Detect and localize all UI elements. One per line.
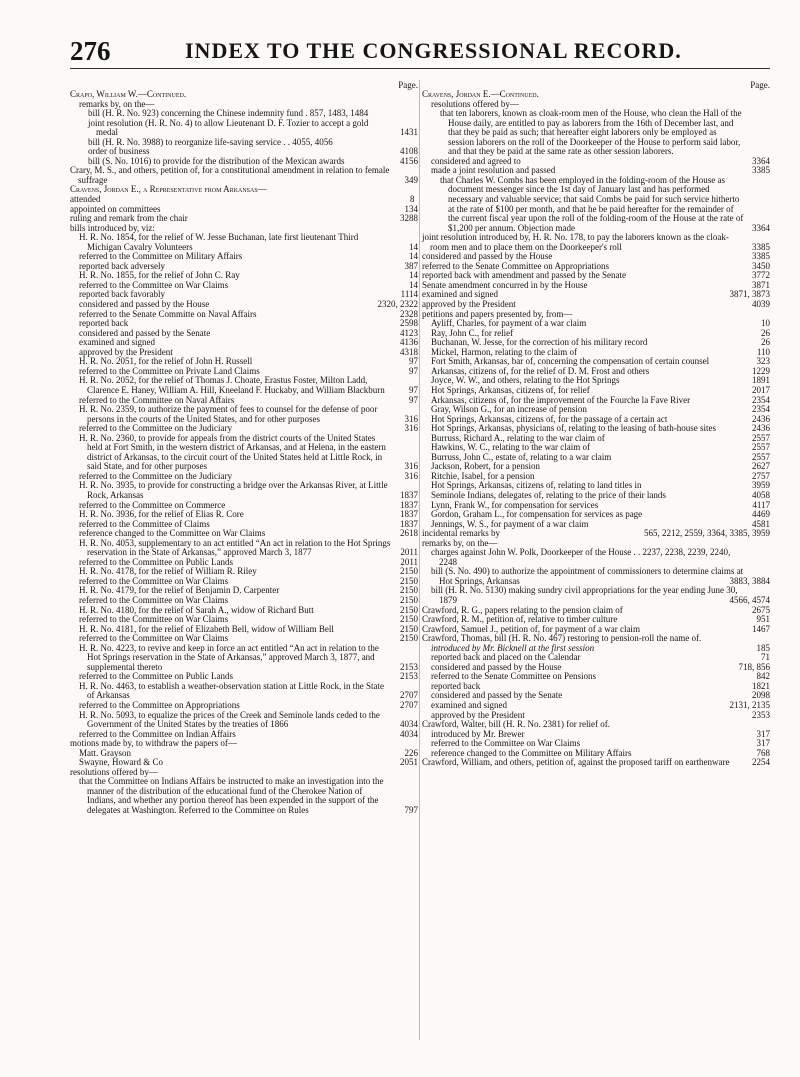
entry-page-ref: 26 [761, 337, 770, 348]
index-entry [70, 682, 418, 701]
index-entry [70, 405, 418, 424]
entry-page-ref: 2354 [752, 394, 770, 405]
entry-text: appointed on committees [70, 203, 161, 214]
entry-text: referred to the Committee on Appropriations [79, 700, 240, 710]
entry-text: motions made by, to withdraw the papers of— [70, 738, 237, 749]
entry-text: Crary, M. S., and others, petition of, for a constitutional amendment in relation to female suffrage [70, 165, 390, 185]
entry-page-ref: 1431 [400, 127, 418, 138]
index-entry [70, 777, 418, 815]
entry-text: examined and signed [79, 337, 155, 348]
entry-page-ref: 226 [404, 747, 418, 758]
entry-page-ref: 2328 [400, 308, 418, 319]
left-page-label: Page. [398, 80, 418, 90]
entry-page-ref: 2150 [400, 623, 418, 634]
entry-page-ref: 3364 [752, 222, 770, 233]
entry-text: referred to the Senate Committee on Pensions [431, 671, 596, 682]
entry-text: reported back with amendment and passed by the Senate [422, 270, 626, 281]
entry-text: referred to the Committee on War Claims [79, 575, 229, 586]
entry-page-ref: 1837 [400, 499, 418, 510]
entry-text: reference changed to the Committee on Military Affairs [431, 747, 632, 758]
entry-text: H. R. No. 3936, for the relief of Elias R. Core [79, 509, 244, 520]
entry-page-ref: 4136 [400, 337, 418, 348]
entry-page-ref: 2150 [400, 585, 418, 596]
index-entry [70, 711, 418, 730]
entry-text: made a joint resolution and passed [431, 165, 556, 176]
entry-text: Jackson, Robert, for a pension [431, 461, 540, 472]
entry-text: Hot Springs, Arkansas, citizens of, relating to land titles in [431, 480, 642, 491]
entry-text: Hawkins, W. C., relating to the war claim of [431, 442, 590, 453]
entry-page-ref: 3364 [752, 155, 770, 166]
entry-text: resolutions offered by— [70, 766, 158, 777]
entry-text: charges against John W. Polk, Doorkeeper of the House . . 2237, 2238, 2239, 2240, 2248 [431, 547, 731, 567]
entry-page-ref: 14 [409, 279, 418, 290]
entry-page-ref: 797 [404, 805, 418, 816]
entry-page-ref: 3883, 3884 [729, 575, 770, 586]
index-entry [422, 758, 770, 768]
entry-page-ref: 10 [761, 318, 770, 329]
entry-text: order of business [88, 146, 150, 157]
entry-text: Mickel, Harmon, relating to the claim of [431, 346, 577, 357]
entry-page-ref: 1837 [400, 489, 418, 500]
index-entry [422, 548, 770, 567]
entry-text: bills introduced by, viz: [70, 222, 155, 233]
entry-text: H. R. No. 4053, supplementary to an act entitled “An act in relation to the Hot Springs reservation in the State of Arkansas,” approved March 3, 1877 [79, 537, 391, 558]
entry-page-ref: 316 [404, 461, 418, 472]
entry-page-ref: 2354 [752, 404, 770, 415]
index-entry [422, 233, 770, 252]
entry-text: attended [70, 194, 101, 205]
entry-text: that the Committee on Indians Affairs be instructed to make an investigation into the manner of the distribution of the educational fund of the Cherokee Nation of Indians, and whether any portion thereof has been expended in the support of the delegates at Washington. Referred to the Committee on Rules [79, 776, 384, 816]
entry-text: referred to the Committee on Private Land Claims [79, 365, 260, 376]
entry-page-ref: 4108 [400, 146, 418, 157]
entry-text: Crawford, R. M., petition of, relative to timber culture [422, 614, 618, 625]
entry-page-ref: 2150 [400, 594, 418, 605]
index-entry [70, 166, 418, 185]
entry-text: Arkansas, citizens of, for the relief of D. M. Frost and others [431, 365, 650, 376]
entry-text: Burruss, Richard A., relating to the war claim of [431, 432, 605, 443]
page-number: 276 [70, 36, 111, 66]
entry-text: Cravens, Jordan E.—Continued. [422, 89, 539, 99]
entry-text: reported back favorably [79, 289, 165, 300]
entry-text: bill (H. R. No. 3988) to reorganize life-saving service . . 4055, 4056 [88, 136, 333, 147]
entry-page-ref: 316 [404, 423, 418, 434]
entry-page-ref: 110 [756, 346, 770, 357]
entry-text: Hot Springs, Arkansas, citizens of, for the passage of a certain act [431, 413, 668, 424]
entry-text: reported back [79, 318, 129, 329]
running-title: INDEX TO THE CONGRESSIONAL RECORD. [185, 38, 682, 63]
index-entry [70, 185, 418, 195]
entry-page-ref: 97 [409, 384, 418, 395]
index-entry [422, 586, 770, 605]
entry-text: referred to the Committee on War Claims [79, 614, 229, 625]
entry-text: H. R. No. 2052, for the relief of Thomas J. Choate, Erastus Foster, Milton Ladd, Clarence E. Haney, William A. Hill, Kneeland F. Huckaby, and William Blackburn [79, 375, 385, 395]
entry-text: Gordon, Graham L., for compensation for services as page [431, 509, 643, 520]
entry-text: Crawford, Thomas, bill (H. R. No. 467) restoring to pension-roll the name of. [422, 633, 702, 644]
entry-text: reported back and placed on the Calendar [431, 652, 581, 663]
entry-page-ref: 323 [756, 356, 770, 367]
entry-page-ref: 316 [404, 413, 418, 424]
entry-page-ref: 97 [409, 365, 418, 376]
entry-page-ref: 14 [409, 270, 418, 281]
entry-page-ref: 2675 [752, 604, 770, 615]
entry-text: Crawford, R. G., papers relating to the pension claim of [422, 604, 623, 615]
entry-page-ref: 4581 [752, 518, 770, 529]
entry-page-ref: 3385 [752, 251, 770, 262]
entry-page-ref: 1891 [752, 375, 770, 386]
entry-page-ref: 387 [404, 260, 418, 271]
entry-text: considered and passed by the House [431, 661, 562, 672]
entry-text: remarks by, on the— [79, 98, 155, 109]
entry-page-ref: 2436 [752, 423, 770, 434]
entry-text: Joyce, W. W., and others, relating to the Hot Springs [431, 375, 620, 386]
entry-text: Buchanan, W. Jesse, for the correction of his military record [431, 337, 648, 348]
entry-page-ref: 2557 [752, 451, 770, 462]
entry-text: referred to the Committee on War Claims [79, 633, 229, 644]
entry-page-ref: 1114 [400, 289, 418, 300]
left-entries [70, 90, 418, 816]
entry-text: referred to the Committee on Public Lands [79, 556, 233, 567]
entry-text: bill (S. No. 1016) to provide for the distribution of the Mexican awards [88, 155, 345, 166]
entry-text: joint resolution (H. R. No. 4) to allow Lieutenant D. F. Tozier to accept a gold medal [88, 117, 369, 138]
entry-page-ref: 2017 [752, 384, 770, 395]
entry-text: referred to the Committee on War Claims [431, 738, 581, 749]
entry-page-ref: 2131, 2135 [729, 700, 770, 710]
header-rule [70, 68, 770, 69]
index-entry [70, 376, 418, 395]
entry-page-ref: 2618 [400, 528, 418, 539]
entry-page-ref: 2150 [400, 604, 418, 615]
entry-text: considered and passed by the House [79, 299, 210, 310]
entry-page-ref: 317 [756, 738, 770, 749]
entry-text: reported back [431, 680, 481, 691]
entry-page-ref: 951 [756, 614, 770, 625]
entry-page-ref: 3871 [752, 279, 770, 290]
entry-text: Seminole Indians, delegates of, relating to the price of their lands [431, 489, 666, 500]
entry-text: ruling and remark from the chair [70, 213, 188, 224]
entry-text: bill (H. R. No. 923) concerning the Chinese indemnity fund . 857, 1483, 1484 [88, 108, 369, 119]
entry-page-ref: 3385 [752, 241, 770, 252]
entry-text: reported back adversely [79, 260, 165, 271]
entry-text: examined and signed [422, 289, 498, 300]
entry-text: H. R. No. 4178, for the relief of William R. Riley [79, 566, 257, 577]
index-entry [422, 176, 770, 233]
entry-page-ref: 316 [404, 470, 418, 481]
entry-page-ref: 4034 [400, 719, 418, 730]
entry-text: approved by the President [422, 299, 516, 310]
entry-page-ref: 4039 [752, 299, 770, 310]
entry-text: referred to the Committee on Military Affairs [79, 251, 243, 262]
entry-page-ref: 2557 [752, 432, 770, 443]
entry-page-ref: 2598 [400, 318, 418, 329]
entry-text: introduced by Mr. Bicknell at the first session [431, 642, 595, 653]
index-entry [422, 109, 770, 157]
entry-page-ref: 26 [761, 327, 770, 338]
entry-text: introduced by Mr. Brewer [431, 728, 525, 739]
entry-page-ref: 317 [756, 728, 770, 739]
index-entry: attended 8 [70, 194, 415, 205]
entry-page-ref: 2150 [400, 633, 418, 644]
entry-page-ref: 4058 [752, 489, 770, 500]
entry-text: approved by the President [431, 709, 525, 720]
entry-page-ref: 1821 [752, 680, 770, 691]
entry-text: bill (S. No. 490) to authorize the appointment of commissioners to determine claims at Hot Springs, Arkansas [431, 566, 744, 586]
entry-page-ref: 3385 [752, 165, 770, 176]
index-entry [70, 539, 418, 558]
entry-text: referred to the Committee on the Judiciary [79, 470, 232, 481]
entry-page-ref: 2150 [400, 614, 418, 625]
entry-text: reference changed to the Committee on War Claims [79, 528, 266, 539]
entry-text: referred to the Committee of Claims [79, 518, 210, 529]
entry-page-ref: 2707 [400, 690, 418, 701]
entry-text: Ritchie, Isabel, for a pension [431, 470, 535, 481]
entry-page-ref: 3959 [752, 480, 770, 491]
entry-page-ref: 1837 [400, 518, 418, 529]
entry-text: that Charles W. Combs has been employed in the folding-room of the House as document messenger since the 1st day of January last and has performed necessary and valuable service; that said Combs be paid for such service hitherto at the rate of $100 per month, and that he be paid hereafter for the remainder of the current fiscal year upon the roll of the folding-room of the House at the rate of $1,200 per annum. Objection made [440, 174, 744, 233]
entry-text: approved by the President [79, 346, 173, 357]
left-column [70, 80, 418, 816]
entry-page-ref: 4566, 4574 [729, 594, 770, 605]
entry-page-ref: 2150 [400, 575, 418, 586]
entry-text: H. R. No. 2360, to provide for appeals from the district courts of the United States held at Fort Smith, in the western district of Arkansas, and at Helena, in the eastern district of Arkansas, to the circuit court of the United States held at Little Rock, in said State, and for other purposes [79, 432, 386, 472]
entry-page-ref: 4034 [400, 728, 418, 739]
entry-text: Hot Springs, Arkansas, physicians of, relating to the leasing of bath-house sites [431, 423, 716, 434]
entry-text: considered and passed by the Senate [431, 690, 563, 701]
entry-text: referred to the Committee on War Claims [79, 594, 229, 605]
entry-page-ref: 14 [409, 251, 418, 262]
entry-page-ref: 3450 [752, 260, 770, 271]
entry-page-ref: 97 [409, 356, 418, 367]
entry-page-ref: 2254 [752, 757, 770, 768]
entry-page-ref: 349 [404, 174, 418, 185]
entry-text: Crapo, William W.—Continued. [70, 89, 187, 99]
entry-text: referred to the Senate Committee on Appropriations [422, 260, 609, 271]
entry-page-ref: 2320, 2322 [377, 299, 418, 310]
entry-page-ref: 565, 2212, 2559, 3364, 3385, 3959 [644, 528, 770, 539]
entry-page-ref: 14 [409, 241, 418, 252]
entry-text: referred to the Senate Committe on Naval Affairs [79, 308, 257, 319]
entry-text: that ten laborers, known as cloak-room men of the House, who clean the Hall of the House daily, are entitled to pay as laborers from the 16th of December last, and that they be paid as such; that hereafter eight laborers only be employed as session laborers on the roll of the Doorkeeper of the House to perform said labor, and that they be paid at the same rate as other session laborers. [440, 108, 742, 157]
entry-page-ref: 4469 [752, 509, 770, 520]
entry-text: H. R. No. 4180, for the relief of Sarah A., widow of Richard Butt [79, 604, 314, 615]
entry-page-ref: 2557 [752, 442, 770, 453]
entry-page-ref: 2011 [400, 547, 418, 558]
entry-text: remarks by, on the— [422, 537, 498, 548]
entry-text: bill (H. R. No. 5130) making sundry civil appropriations for the year ending June 30, 1879 [431, 585, 738, 605]
right-page-label: Page. [750, 80, 770, 90]
entry-page-ref: 2150 [400, 566, 418, 577]
index-entry [70, 233, 418, 252]
entry-text: referred to the Committee on Naval Affairs [79, 394, 235, 405]
index-entry [70, 434, 418, 472]
entry-text: Crawford, Samuel J., petition of, for payment of a war claim [422, 623, 640, 634]
entry-text: H. R. No. 1855, for the relief of John C. Ray [79, 270, 240, 281]
entry-text: referred to the Committee on the Judiciary [79, 423, 232, 434]
entry-text: considered and passed by the House [422, 251, 553, 262]
entry-text: Lynn, Frank W., for compensation for services [431, 499, 599, 510]
entry-page-ref: 2153 [400, 661, 418, 672]
entry-text: Arkansas, citizens of, for the improvement of the Fourche la Fave River [431, 394, 691, 405]
entry-text: considered and passed by the Senate [79, 327, 211, 338]
entry-text: Burruss, John C., estate of, relating to a war claim [431, 451, 612, 462]
entry-text: Ray, John C., for relief [431, 327, 514, 338]
entry-page-ref: 134 [404, 203, 418, 214]
entry-text: examined and signed [431, 700, 507, 710]
entry-text: incidental remarks by [422, 528, 500, 539]
entry-text: referred to the Committee on Commerce [79, 499, 226, 510]
entry-text: Jennings, W. S., for payment of a war claim [431, 518, 589, 529]
entry-page-ref: 842 [756, 671, 770, 682]
entry-text: referred to the Committee on Indian Affairs [79, 728, 236, 739]
entry-text: H. R. No. 5093, to equalize the prices of the Creek and Seminole lands ceded to the Government of the United States by the treaties of 1866 [79, 709, 380, 730]
entry-page-ref: 4318 [400, 346, 418, 357]
entry-page-ref: 3772 [752, 270, 770, 281]
entry-text: Gray, Wilson G., for an increase of pension [431, 404, 587, 415]
entry-text: H. R. No. 2051, for the relief of John H. Russell [79, 356, 253, 367]
entry-text: referred to the Committee on Public Lands [79, 671, 233, 682]
entry-text: H. R. No. 3935, to provide for constructing a bridge over the Arkansas River, at Little Rock, Arkansas [79, 480, 388, 500]
entry-text: Cravens, Jordan E., a Representative from Arkansas— [70, 184, 267, 195]
entry-text: considered and agreed to [431, 155, 521, 166]
entry-page-ref: 2051 [400, 757, 418, 768]
entry-text: Crawford, Walter, bill (H. R. No. 2381) for relief of. [422, 719, 610, 730]
entry-page-ref: 71 [761, 652, 770, 663]
entry-page-ref: 2011 [400, 556, 418, 567]
entry-page-ref: 2757 [752, 470, 770, 481]
entry-page-ref: 2353 [752, 709, 770, 720]
entry-page-ref: 1229 [752, 365, 770, 376]
entry-text: Senate amendment concurred in by the House [422, 279, 588, 290]
entry-text: H. R. No. 4181, for the relief of Elizabeth Bell, widow of William Bell [79, 623, 334, 634]
index-entry [70, 644, 418, 673]
entry-text: Ayliff, Charles, for payment of a war claim [431, 318, 587, 329]
entry-text: H. R. No. 2359, to authorize the payment of fees to counsel for the defense of poor persons in the courts of the United States, and for other purposes [79, 404, 378, 424]
entry-page-ref: 2436 [752, 413, 770, 424]
entry-text: H. R. No. 4463, to establish a weather-observation station at Little Rock, in the State of Arkansas [79, 680, 385, 701]
index-entry [70, 481, 418, 500]
index-entry [70, 119, 418, 138]
entry-page-ref: 4117 [752, 499, 770, 510]
page-header [70, 36, 770, 70]
entry-page-ref: 2098 [752, 690, 770, 701]
entry-page-ref: 2627 [752, 461, 770, 472]
entry-page-ref: 1467 [752, 623, 770, 634]
entry-page-ref: 768 [756, 747, 770, 758]
entry-text: Swayne, Howard & Co [79, 757, 163, 768]
entry-page-ref: 3288 [400, 213, 418, 224]
entry-page-ref: 185 [756, 642, 770, 653]
entry-text: Hot Springs, Arkansas, citizens of, for relief [431, 384, 590, 395]
entry-text: joint resolution introduced by, H. R. No. 178, to pay the laborers known as the cloak-room men and to place them on the Doorkeeper's roll [422, 232, 729, 252]
entry-page-ref: 4156 [400, 155, 418, 166]
entry-text: Matt. Grayson [79, 747, 131, 758]
entry-text: resolutions offered by— [431, 98, 519, 109]
entry-page-ref: 718, 856 [738, 661, 770, 672]
entry-text: H. R. No. 4223, to revive and keep in force an act entitled “An act in relation to the Hot Springs reservation in the State of Arkansas,” approved March 3, 1877, and supplemental thereto [79, 642, 379, 672]
entry-page-ref: 3871, 3873 [729, 289, 770, 300]
entry-page-ref: 1837 [400, 509, 418, 520]
entry-text: Crawford, William, and others, petition of, against the proposed tariff on earthenware [422, 757, 730, 768]
entry-text: referred to the Committee on War Claims [79, 279, 229, 290]
entry-text: Fort Smith, Arkansas, bar of, concerning the compensation of certain counsel [431, 356, 710, 367]
entry-page-ref: 4123 [400, 327, 418, 338]
right-column [422, 80, 770, 768]
entry-page-ref: 97 [409, 394, 418, 405]
entry-text: H. R. No. 1854, for the relief of W. Jesse Buchanan, late first lieutenant Third Michigan Cavalry Volunteers [79, 232, 359, 252]
entry-page-ref: 2707 [400, 700, 418, 710]
entry-text: H. R. No. 4179, for the relief of Benjamin D. Carpenter [79, 585, 280, 596]
entry-text: petitions and papers presented by, from— [422, 308, 573, 319]
entry-page-ref: 2153 [400, 671, 418, 682]
right-entries [422, 90, 770, 768]
index-entry [422, 567, 770, 586]
